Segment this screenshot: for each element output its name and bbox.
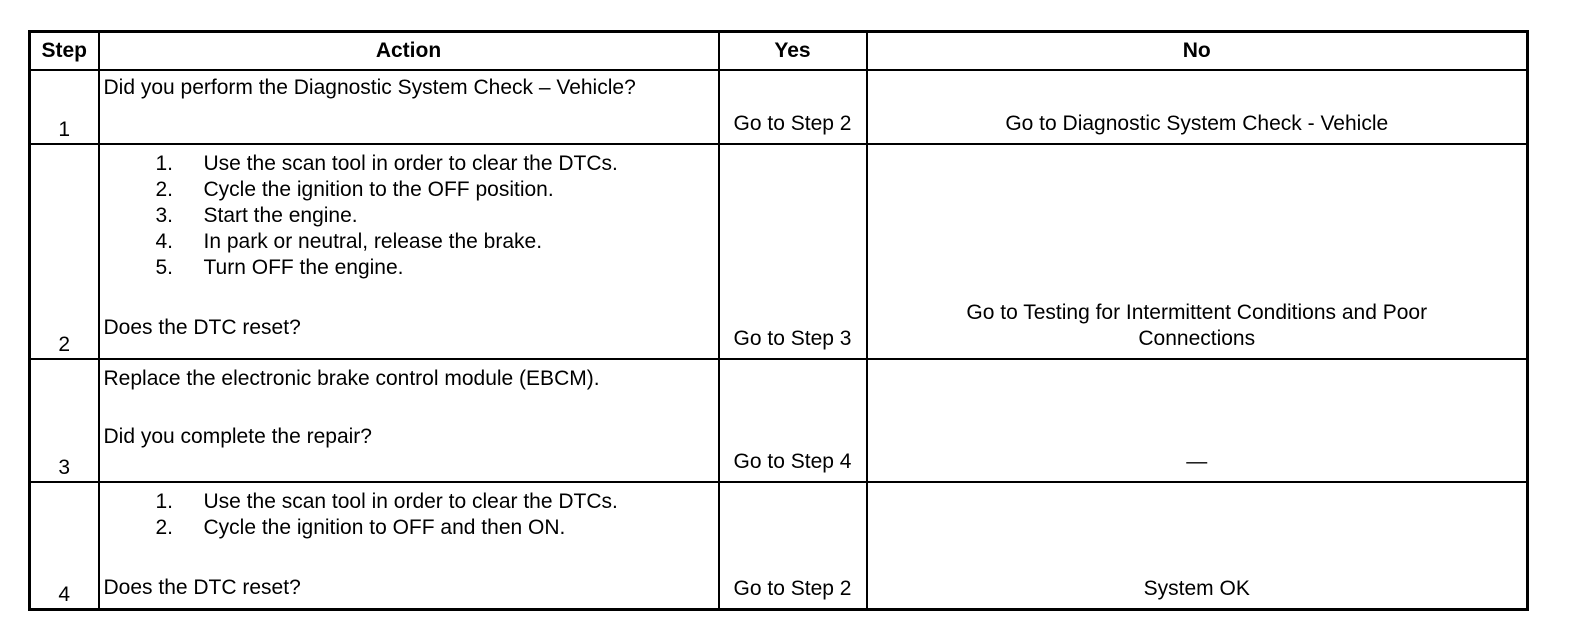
- yes-cell: [719, 70, 867, 144]
- list-item: 1. Use the scan tool in order to clear the DTCs.: [155, 490, 618, 514]
- yes-link[interactable]: Go to Step 2: [733, 577, 852, 600]
- action-cell: [99, 70, 719, 144]
- action-cell: [99, 144, 719, 359]
- action-text: Did you perform the Diagnostic System Check – Vehicle?: [103, 76, 636, 99]
- no-cell: [867, 482, 1528, 609]
- list-item: 2. Cycle the ignition to the OFF position.: [155, 178, 554, 202]
- list-item: 4. In park or neutral, release the brake.: [155, 230, 543, 254]
- list-item: 3. Start the engine.: [155, 204, 358, 228]
- yes-cell: [719, 144, 867, 359]
- table-row: [30, 70, 1528, 144]
- header-row: [30, 32, 1528, 71]
- action-list: [104, 489, 714, 541]
- no-link[interactable]: Go to Diagnostic System Check - Vehicle: [1005, 112, 1389, 136]
- action-cell: [99, 359, 719, 482]
- table-row: [30, 482, 1528, 609]
- no-link[interactable]: Go to Testing for Intermittent Conditions and Poor Connections: [966, 300, 1428, 350]
- step-number: 1: [30, 70, 99, 144]
- step-number: 3: [30, 359, 99, 482]
- list-item: 5. Turn OFF the engine.: [155, 256, 404, 280]
- list-item: 1. Use the scan tool in order to clear the DTCs.: [155, 152, 618, 176]
- action-question: Does the DTC reset?: [103, 316, 301, 340]
- no-cell: [867, 70, 1528, 144]
- action-question: Did you complete the repair?: [103, 424, 372, 448]
- list-item: 2. Cycle the ignition to OFF and then ON.: [155, 516, 566, 540]
- yes-link[interactable]: Go to Step 4: [733, 450, 852, 474]
- header-action: Action: [99, 32, 719, 71]
- yes-cell: [719, 482, 867, 609]
- yes-link[interactable]: Go to Step 3: [733, 326, 852, 350]
- action-cell: [99, 482, 719, 609]
- step-number: 2: [30, 144, 99, 359]
- table-row: [30, 144, 1528, 359]
- header-yes: Yes: [719, 32, 867, 71]
- no-cell: [867, 144, 1528, 359]
- table-row: [30, 359, 1528, 482]
- yes-link[interactable]: Go to Step 2: [733, 112, 852, 136]
- no-cell: [867, 359, 1528, 482]
- yes-cell: [719, 359, 867, 482]
- action-text: Replace the electronic brake control module (EBCM).: [103, 366, 600, 390]
- no-link: System OK: [1143, 577, 1250, 600]
- diagnostic-table: [28, 30, 1529, 611]
- step-number: 4: [30, 482, 99, 609]
- header-step: Step: [30, 32, 99, 71]
- action-question: Does the DTC reset?: [103, 576, 301, 600]
- action-list: [104, 151, 714, 281]
- no-dash: —: [1186, 450, 1208, 474]
- header-no: No: [867, 32, 1528, 71]
